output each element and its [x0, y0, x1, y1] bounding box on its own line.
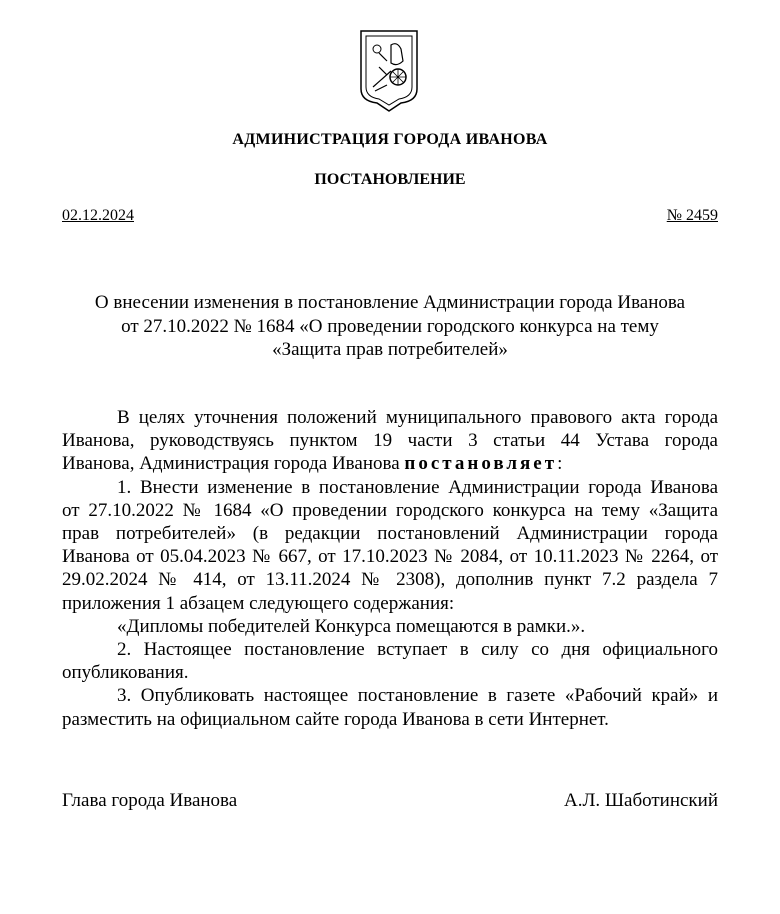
subject-line: от 27.10.2022 № 1684 «О проведении городского конкурса на тему [121, 315, 659, 337]
body-line: опубликования. [62, 662, 189, 684]
document-subject [0, 291, 780, 362]
subject-line: О внесении изменения в постановление Администрации города Иванова [94, 292, 686, 313]
signatory-name: А.Л. Шаботинский [563, 790, 718, 811]
resolves-word: постановляет [404, 453, 558, 475]
subject-line: «Защита прав потребителей» [272, 339, 508, 360]
body-line: 29.02.2024 № 414, от 13.11.2024 № 2308), дополнив пункт 7.2 раздела 7 [62, 569, 718, 591]
text: Иванова, Администрация города Иванова [62, 453, 405, 475]
body-line: от 27.10.2022 № 1684 «О проведении городского конкурса на тему «Защита [62, 499, 718, 521]
document-type: ПОСТАНОВЛЕНИЕ [314, 171, 466, 188]
document-number: № 2459 [666, 207, 718, 224]
body-line: Иванова от 05.04.2023 № 667, от 17.10.2023 № 2084, от 10.11.2023 № 2264, от [62, 546, 718, 568]
organization-title: АДМИНИСТРАЦИЯ ГОРОДА ИВАНОВА [232, 131, 548, 148]
body-line: Иванова, руководствуясь пунктом 19 части 3 статьи 44 Устава города [62, 430, 718, 452]
document-body [62, 406, 718, 731]
coat-of-arms-emblem [357, 27, 421, 113]
body-line: «Дипломы победителей Конкурса помещаются в рамки.». [117, 615, 586, 637]
text: : [557, 453, 563, 475]
body-line: 1. Внести изменение в постановление Администрации города Иванова [117, 476, 718, 498]
body-line: приложения 1 абзацем следующего содержания: [62, 592, 455, 614]
body-line [62, 452, 718, 475]
document-date: 02.12.2024 [62, 207, 134, 224]
body-line: 3. Опубликовать настоящее постановление в газете «Рабочий край» и [117, 685, 718, 707]
body-line: разместить на официальном сайте города Иванова в сети Интернет. [62, 708, 609, 730]
signatory-position: Глава города Иванова [62, 790, 238, 811]
body-line: В целях уточнения положений муниципального правового акта города [117, 407, 718, 428]
body-line: прав потребителей» (в редакции постановлений Администрации города [62, 523, 718, 545]
body-line: 2. Настоящее постановление вступает в силу со дня официального [117, 639, 718, 661]
